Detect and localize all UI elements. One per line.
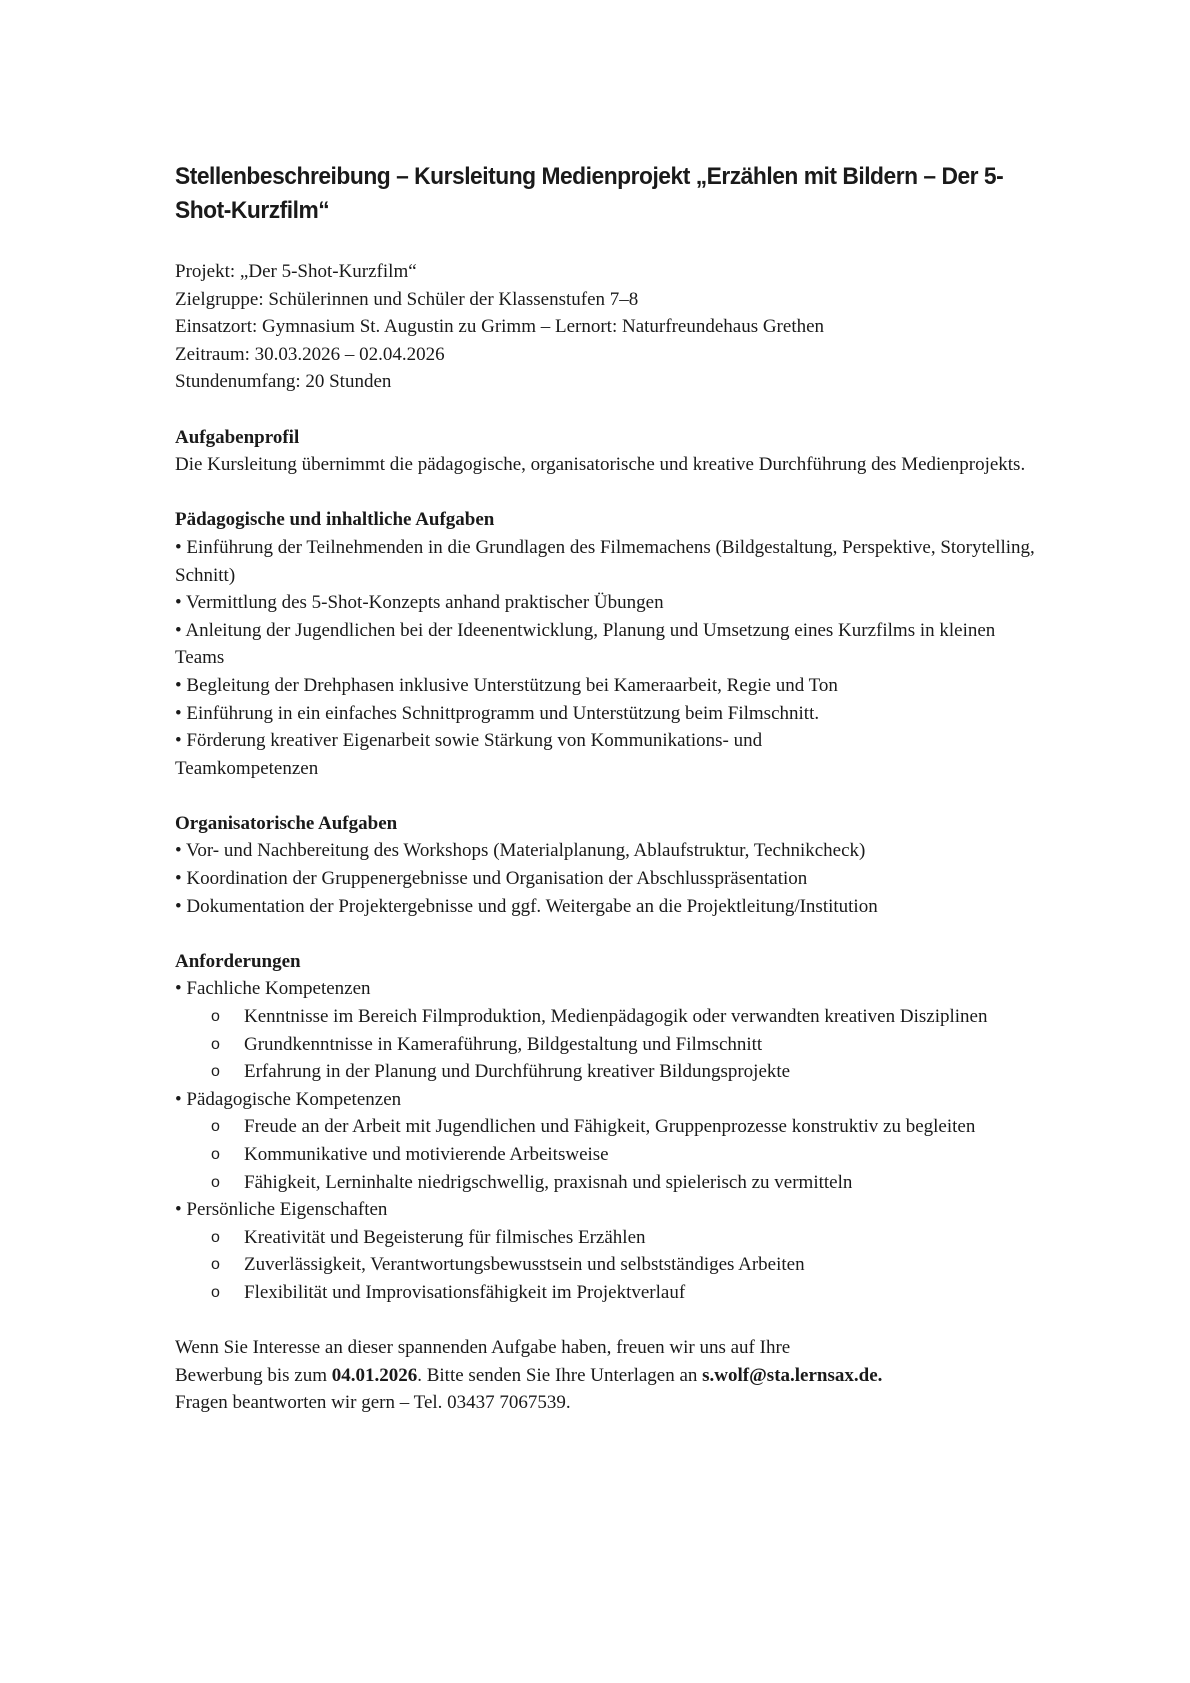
req-group-label: • Persönliche Eigenschaften xyxy=(175,1199,388,1221)
info-target-group: Zielgruppe: Schülerinnen und Schüler der Klassenstufen 7–8 xyxy=(175,288,639,310)
section-org xyxy=(175,810,1035,920)
req-heading: Anforderungen xyxy=(175,950,301,972)
list-item: • Förderung kreativer Eigenarbeit sowie Stärkung von Kommunikations- und Teamkompetenzen xyxy=(175,730,763,779)
req-group-label: • Pädagogische Kompetenzen xyxy=(175,1088,402,1110)
document-page xyxy=(175,160,1035,1417)
closing-line: Bewerbung bis zum 04.01.2026. Bitte senden Sie Ihre Unterlagen an s.wolf@sta.lernsax.de. xyxy=(175,1364,883,1386)
closing-line: Fragen beantworten wir gern – Tel. 03437 7067539. xyxy=(175,1392,571,1414)
list-item: o Kenntnisse im Bereich Filmproduktion, Medienpädagogik oder verwandten kreativen Disziplinen xyxy=(175,1003,1035,1031)
list-item: • Koordination der Gruppenergebnisse und Organisation der Abschlusspräsentation xyxy=(175,868,808,890)
section-profile xyxy=(175,424,1035,479)
circle-bullet-icon: o xyxy=(211,1063,220,1081)
info-period: Zeitraum: 30.03.2026 – 02.04.2026 xyxy=(175,343,445,365)
org-heading: Organisatorische Aufgaben xyxy=(175,812,398,834)
circle-bullet-icon: o xyxy=(211,1008,220,1026)
paed-heading: Pädagogische und inhaltliche Aufgaben xyxy=(175,509,495,531)
profile-heading: Aufgabenprofil xyxy=(175,426,300,448)
project-info xyxy=(175,258,1035,396)
list-item: o Kreativität und Begeisterung für filmisches Erzählen xyxy=(175,1224,1035,1252)
section-requirements xyxy=(175,948,1035,1307)
list-item: o Flexibilität und Improvisationsfähigkeit im Projektverlauf xyxy=(175,1279,1035,1307)
closing-text xyxy=(175,1334,1035,1417)
list-item: o Zuverlässigkeit, Verantwortungsbewusstsein und selbstständiges Arbeiten xyxy=(175,1251,1035,1279)
info-location: Einsatzort: Gymnasium St. Augustin zu Grimm – Lernort: Naturfreundehaus Grethen xyxy=(175,316,825,338)
circle-bullet-icon: o xyxy=(211,1283,220,1301)
circle-bullet-icon: o xyxy=(211,1256,220,1274)
list-item: o Freude an der Arbeit mit Jugendlichen und Fähigkeit, Gruppenprozesse konstruktiv zu begleiten xyxy=(175,1113,1035,1141)
circle-bullet-icon: o xyxy=(211,1146,220,1163)
list-item: o Fähigkeit, Lerninhalte niedrigschwellig, praxisnah und spielerisch zu vermitteln xyxy=(175,1169,1035,1197)
req-group-label: • Fachliche Kompetenzen xyxy=(175,978,371,1000)
circle-bullet-icon: o xyxy=(211,1173,220,1191)
list-item: • Vor- und Nachbereitung des Workshops (Materialplanung, Ablaufstruktur, Technikcheck) xyxy=(175,840,866,862)
list-item: o Grundkenntnisse in Kameraführung, Bildgestaltung und Filmschnitt xyxy=(175,1031,1035,1059)
info-hours: Stundenumfang: 20 Stunden xyxy=(175,371,392,393)
circle-bullet-icon: o xyxy=(211,1118,220,1136)
document-title: Stellenbeschreibung – Kursleitung Medienprojekt „Erzählen mit Bildern – Der 5-Shot-Kurzfilm“ xyxy=(175,163,1004,224)
list-item: o Erfahrung in der Planung und Durchführung kreativer Bildungsprojekte xyxy=(175,1058,1035,1086)
email-link[interactable]: s.wolf@sta.lernsax.de. xyxy=(702,1364,883,1386)
list-item: o Kommunikative und motivierende Arbeitsweise xyxy=(175,1141,1035,1169)
list-item: • Dokumentation der Projektergebnisse und ggf. Weitergabe an die Projektleitung/Institution xyxy=(175,895,878,917)
list-item: • Anleitung der Jugendlichen bei der Ideenentwicklung, Planung und Umsetzung eines Kurzfilms in kleinen Teams xyxy=(175,619,996,669)
closing-line: Wenn Sie Interesse an dieser spannenden Aufgabe haben, freuen wir uns auf Ihre xyxy=(175,1337,791,1359)
list-item: • Einführung in ein einfaches Schnittprogramm und Unterstützung beim Filmschnitt. xyxy=(175,702,820,724)
list-item: • Begleitung der Drehphasen inklusive Unterstützung bei Kameraarbeit, Regie und Ton xyxy=(175,674,838,696)
info-project: Projekt: „Der 5-Shot-Kurzfilm“ xyxy=(175,261,417,282)
circle-bullet-icon: o xyxy=(211,1035,220,1053)
section-paed xyxy=(175,506,1035,782)
list-item: • Einführung der Teilnehmenden in die Grundlagen des Filmemachens (Bildgestaltung, Perspektive, Storytelling, Schnitt) xyxy=(175,536,1035,586)
profile-text: Die Kursleitung übernimmt die pädagogische, organisatorische und kreative Durchführung des Medienprojekts. xyxy=(175,454,1026,476)
list-item: • Vermittlung des 5-Shot-Konzepts anhand praktischer Übungen xyxy=(175,592,664,614)
deadline: 04.01.2026 xyxy=(331,1364,418,1386)
circle-bullet-icon: o xyxy=(211,1228,220,1246)
